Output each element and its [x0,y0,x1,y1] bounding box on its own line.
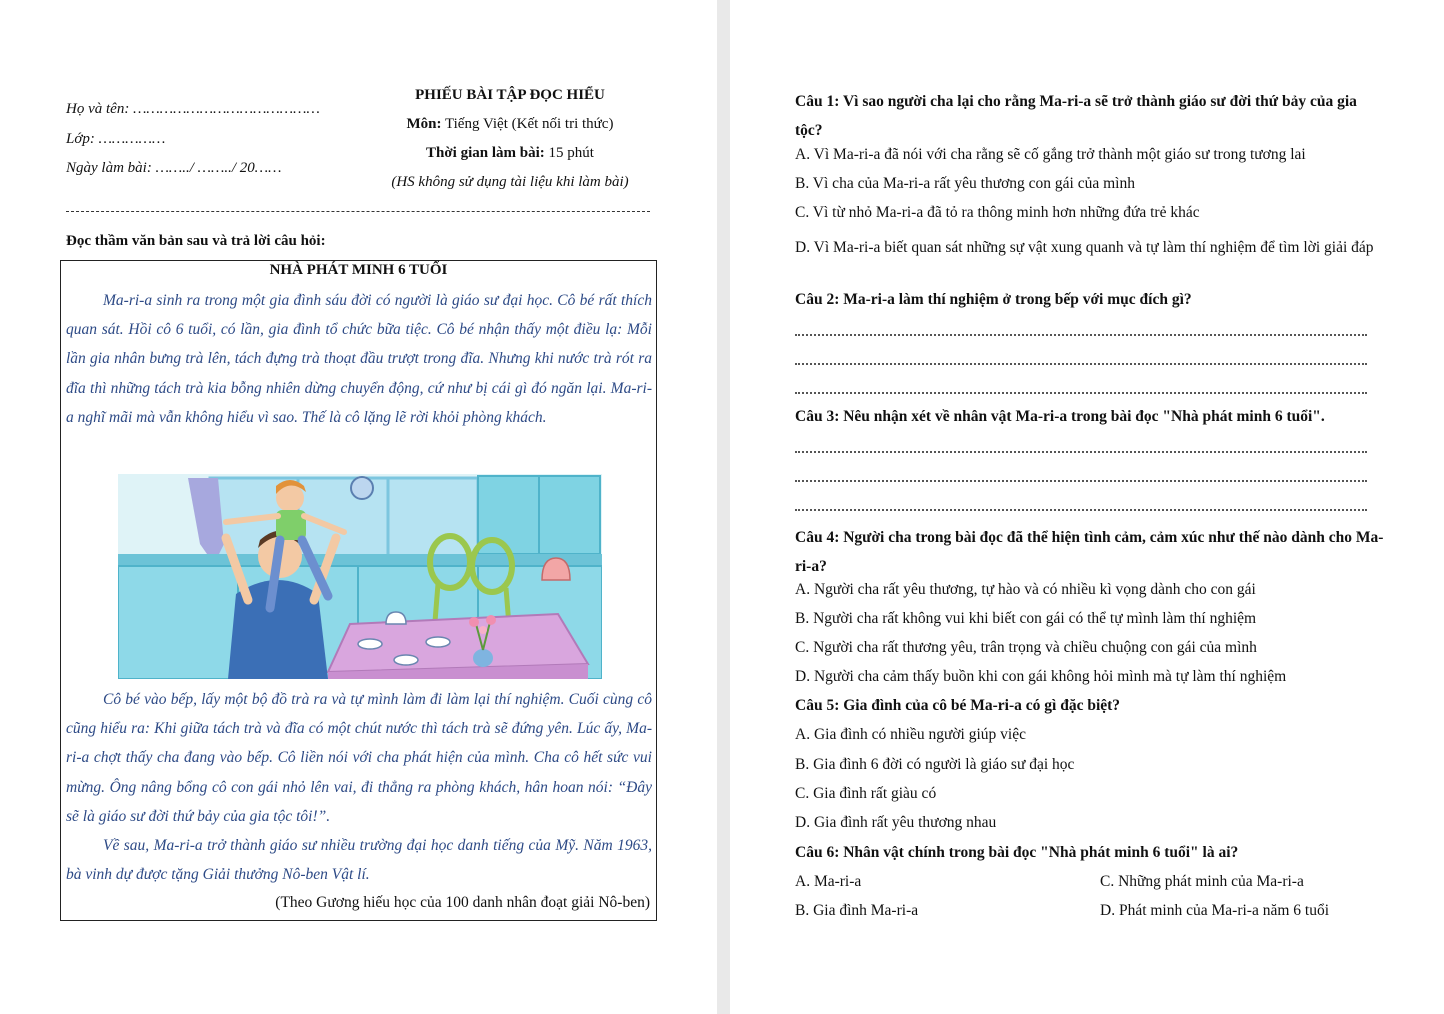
question-5-option-d: D. Gia đình rất yêu thương nhau [795,814,997,831]
question-3: Câu 3: Nêu nhận xét về nhân vật Ma-ri-a trong bài đọc "Nhà phát minh 6 tuổi". [795,408,1325,425]
question-5-option-a: A. Gia đình có nhiều người giúp việc [795,726,1026,743]
class-dots: …………… [98,131,166,147]
passage-source: (Theo Gương hiếu học của 100 danh nhân đoạt giải Nô-ben) [275,894,650,911]
subject-line [340,116,680,133]
passage-paragraph-3: Về sau, Ma-ri-a trở thành giáo sư nhiều trường đại học danh tiếng của Mỹ. Năm 1963, bà vinh dự được tặng Giải thưởng Nô-ben Vật lí. [66,837,652,884]
question-6-option-d: D. Phát minh của Ma-ri-a năm 6 tuổi [1100,902,1330,919]
question-4-option-a: A. Người cha rất yêu thương, tự hào và có nhiều kì vọng dành cho con gái [795,581,1256,598]
question-6: Câu 6: Nhân vật chính trong bài đọc "Nhà phát minh 6 tuổi" là ai? [795,844,1239,861]
answer-line [795,392,1367,394]
passage-box [60,260,657,921]
question-4: Câu 4: Người cha trong bài đọc đã thể hiện tình cảm, cảm xúc như thế nào dành cho Ma-ri-a? [795,529,1384,576]
worksheet-page-left [0,0,717,1014]
question-6-option-b: B. Gia đình Ma-ri-a [795,902,919,919]
question-1-option-a: A. Vì Ma-ri-a đã nói với cha rằng sẽ cố gắng trở thành một giáo sư trong tương lai [795,146,1306,163]
question-1-option-b: B. Vì cha của Ma-ri-a rất yêu thương con gái của mình [795,175,1135,192]
question-1: Câu 1: Vì sao người cha lại cho rằng Ma-ri-a sẽ trở thành giáo sư đời thứ bảy của gia tộc? [795,93,1357,140]
subject-label: Môn: [406,116,442,132]
passage-paragraph-2: Cô bé vào bếp, lấy một bộ đồ trà ra và tự mình làm đi làm lại thí nghiệm. Cuối cùng cô cũng hiểu ra: Khi giữa tách trà và đĩa có một chút nước thì tách trà sẽ đứng yên. Lúc ấy, Ma-ri-a chợt thấy cha đang vào bếp. Cô liền nói với cha phát hiện của mình. Cha cô hết sức vui mừng. Ông nâng bổng cô con gái nhỏ lên vai, đi thẳng ra phòng khách, hân hoan nói: “Đây sẽ là giáo sư đời thứ bảy của gia tộc tôi!”. [66,691,652,825]
date-dots: ……../ ……../ 20…… [155,160,282,176]
date-label: Ngày làm bài: [66,160,152,176]
header-divider [66,211,650,212]
time-line [340,145,680,162]
name-line [66,101,320,118]
answer-line [795,451,1367,453]
question-6-option-a: A. Ma-ri-a [795,873,862,890]
passage-paragraph-1: Ma-ri-a sinh ra trong một gia đình sáu đời có người là giáo sư đại học. Cô bé rất thích quan sát. Hồi cô 6 tuổi, có lần, gia đình tổ chức bữa tiệc. Cô bé nhận thấy một điều lạ: Mỗi lần gia nhân bưng trà lên, tách đựng trà thoạt đầu trượt trong đĩa. Nhưng khi nước trà rót ra đĩa thì những tách trà kia bỗng nhiên dừng chuyển động, cứ như bị cái gì đó ngăn lại. Ma-ri-a nghĩ mãi mà vẫn không hiểu vì sao. Thế là cô lặng lẽ rời khỏi phòng khách. [66,292,652,426]
question-4-option-c: C. Người cha rất thương yêu, trân trọng và chiều chuộng con gái của mình [795,639,1257,656]
question-5-option-b: B. Gia đình 6 đời có người là giáo sư đại học [795,756,1075,773]
worksheet-page-right [730,0,1444,1014]
name-label: Họ và tên: [66,101,130,117]
question-4-option-d: D. Người cha cảm thấy buồn khi con gái không hỏi mình mà tự làm thí nghiệm [795,668,1287,685]
no-materials-note: (HS không sử dụng tài liệu khi làm bài) [391,174,629,190]
passage-title: NHÀ PHÁT MINH 6 TUỔI [269,262,448,278]
kitchen-illustration [118,474,602,679]
question-6-option-c: C. Những phát minh của Ma-ri-a [1100,873,1304,890]
question-4-option-b: B. Người cha rất không vui khi biết con gái có thể tự mình làm thí nghiệm [795,610,1257,627]
answer-line [795,509,1367,511]
time-value: 15 phút [548,145,594,161]
class-line [66,131,165,148]
reading-instruction: Đọc thầm văn bản sau và trả lời câu hỏi: [66,233,326,249]
answer-line [795,480,1367,482]
question-1-option-c: C. Vì từ nhỏ Ma-ri-a đã tỏ ra thông minh hơn những đứa trẻ khác [795,204,1200,221]
class-label: Lớp: [66,131,95,147]
name-dots: …………………………………… [133,101,320,117]
subject-value: Tiếng Việt (Kết nối tri thức) [445,116,614,132]
date-line [66,160,281,177]
question-2: Câu 2: Ma-ri-a làm thí nghiệm ở trong bếp với mục đích gì? [795,291,1192,308]
question-1-option-d: D. Vì Ma-ri-a biết quan sát những sự vật xung quanh và tự làm thí nghiệm để tìm lời giải đáp [795,239,1374,256]
question-5: Câu 5: Gia đình của cô bé Ma-ri-a có gì đặc biệt? [795,697,1121,714]
time-label: Thời gian làm bài: [426,145,545,161]
question-5-option-c: C. Gia đình rất giàu có [795,785,937,802]
answer-line [795,334,1367,336]
answer-line [795,363,1367,365]
worksheet-title: PHIẾU BÀI TẬP ĐỌC HIỂU [415,87,605,103]
